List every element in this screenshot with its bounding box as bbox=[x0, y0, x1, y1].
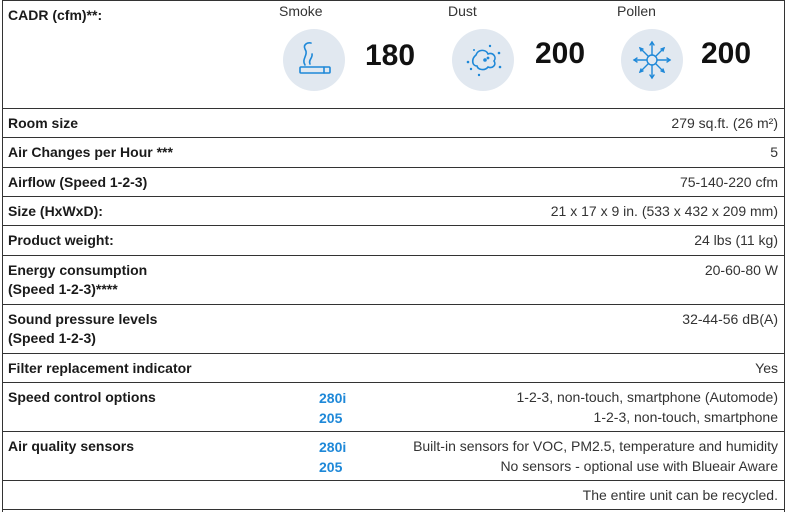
model-205: 205 bbox=[319, 459, 343, 475]
cadr-pollen-value: 200 bbox=[701, 37, 752, 70]
cadr-pollen-label: Pollen bbox=[617, 3, 656, 19]
spec-label: Airflow (Speed 1-2-3) bbox=[8, 174, 148, 190]
spec-label-line: Energy consumption bbox=[8, 262, 148, 278]
model-list bbox=[319, 388, 346, 428]
spec-value: 279 sq.ft. (26 m²) bbox=[671, 115, 778, 131]
spec-value bbox=[517, 388, 778, 428]
cadr-smoke-value: 180 bbox=[365, 39, 416, 72]
spec-row-air-quality-sensors bbox=[3, 431, 784, 480]
spec-value: 5 bbox=[770, 144, 778, 160]
cadr-dust-label: Dust bbox=[448, 3, 477, 19]
spec-value: 75-140-220 cfm bbox=[679, 174, 778, 190]
spec-label: Air quality sensors bbox=[8, 438, 135, 454]
spec-label: Filter replacement indicator bbox=[8, 360, 192, 376]
spec-value: 21 x 17 x 9 in. (533 x 432 x 209 mm) bbox=[550, 203, 778, 219]
cadr-label: CADR (cfm)**: bbox=[8, 7, 103, 23]
recycling-note: The entire unit can be recycled. bbox=[582, 487, 778, 503]
spec-label bbox=[8, 261, 147, 299]
spec-label-line: Sound pressure levels bbox=[8, 311, 158, 327]
spec-row-air-changes bbox=[3, 137, 784, 167]
smoke-icon bbox=[283, 29, 345, 91]
spec-value bbox=[413, 437, 778, 477]
spec-row-filter-indicator bbox=[3, 353, 784, 382]
spec-row-size bbox=[3, 196, 784, 225]
spec-label: Size (HxWxD): bbox=[8, 203, 103, 219]
model-280i: 280i bbox=[319, 390, 347, 406]
spec-value: 32-44-56 dB(A) bbox=[682, 311, 778, 327]
cadr-row bbox=[3, 0, 784, 108]
spec-label: Speed control options bbox=[8, 389, 156, 405]
spec-value: Yes bbox=[755, 360, 778, 376]
cadr-dust bbox=[448, 1, 612, 105]
spec-label bbox=[8, 310, 157, 348]
spec-label-line: (Speed 1-2-3) bbox=[8, 330, 96, 346]
pollen-icon bbox=[621, 29, 683, 91]
spec-row-room-size bbox=[3, 108, 784, 137]
model-205: 205 bbox=[319, 410, 343, 426]
cadr-pollen bbox=[617, 1, 781, 105]
spec-row-weight bbox=[3, 225, 784, 255]
model-list bbox=[319, 437, 346, 477]
spec-row-speed-control bbox=[3, 382, 784, 431]
spec-label: Product weight: bbox=[8, 232, 114, 248]
footer-row bbox=[3, 480, 784, 510]
spec-row-sound bbox=[3, 304, 784, 353]
spec-value-line: Built-in sensors for VOC, PM2.5, temperature and humidity bbox=[413, 438, 778, 454]
dust-icon bbox=[452, 29, 514, 91]
cadr-smoke bbox=[279, 1, 443, 105]
spec-value-line: No sensors - optional use with Blueair Aware bbox=[500, 458, 778, 474]
spec-value: 24 lbs (11 kg) bbox=[694, 232, 778, 248]
spec-table bbox=[2, 0, 785, 512]
cadr-dust-value: 200 bbox=[535, 37, 586, 70]
spec-label: Room size bbox=[8, 115, 79, 131]
spec-value-line: 1-2-3, non-touch, smartphone (Automode) bbox=[516, 389, 778, 405]
spec-row-airflow bbox=[3, 167, 784, 196]
spec-label-line: (Speed 1-2-3)**** bbox=[8, 281, 118, 297]
spec-label: Air Changes per Hour *** bbox=[8, 144, 173, 160]
spec-value: 20-60-80 W bbox=[704, 262, 778, 278]
spec-row-energy bbox=[3, 255, 784, 304]
cadr-smoke-label: Smoke bbox=[279, 3, 323, 19]
model-280i: 280i bbox=[319, 439, 347, 455]
spec-value-line: 1-2-3, non-touch, smartphone bbox=[593, 409, 778, 425]
